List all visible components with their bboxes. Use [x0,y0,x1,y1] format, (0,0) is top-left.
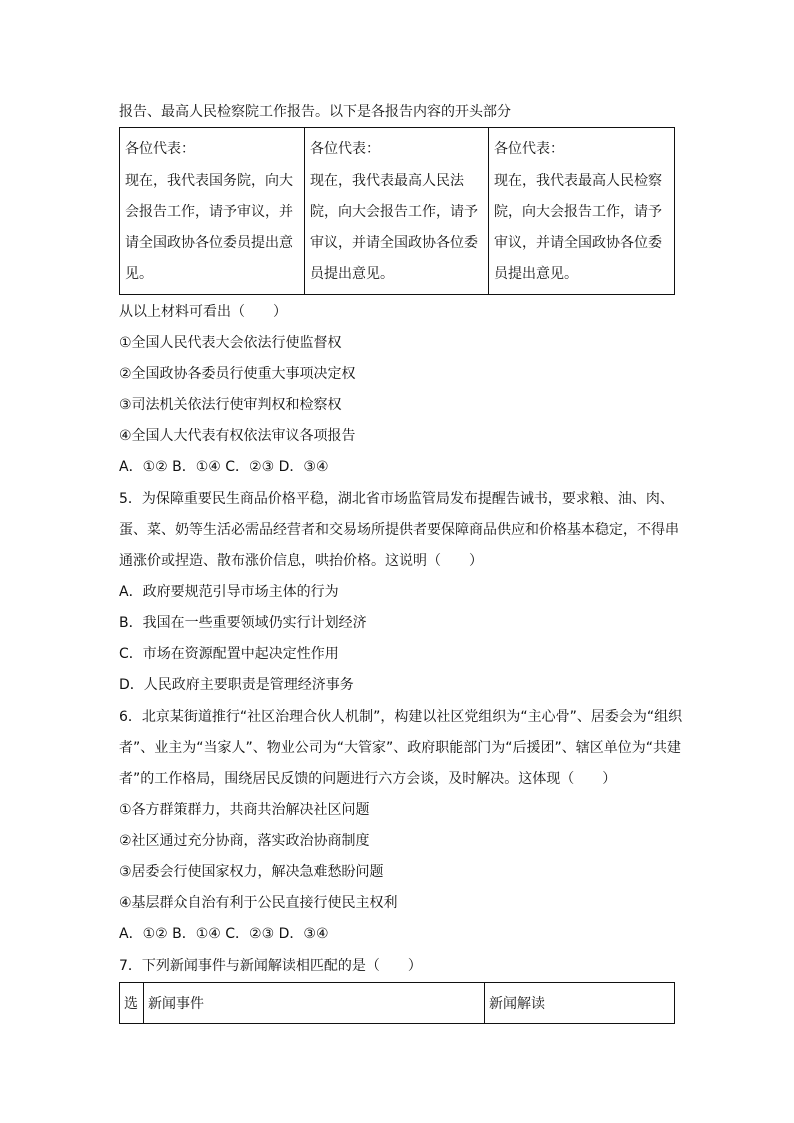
q5-option-a: A．政府要规范引导市场主体的行为 [119,584,339,600]
header-news-event: 新闻事件 [144,983,485,1024]
q4-stem: 从以上材料可看出（ ） [119,304,287,320]
q4-options: A．①② B．①④ C．②③ D．③④ [119,459,329,475]
q5-option-b: B．我国在一些重要领域仍实行计划经济 [119,615,367,631]
q5-option-d: D．人民政府主要职责是管理经济事务 [119,677,354,693]
cell-salutation: 各位代表： [494,141,564,157]
q6-item-1: ①各方群策群力，共商共治解决社区问题 [119,802,370,818]
report-cell-procuratorate [489,128,675,295]
table-row [120,128,675,295]
q4-item-2: ②全国政协各委员行使重大事项决定权 [119,366,356,382]
header-option: 选 [120,983,144,1024]
q5-stem-line-3: 通涨价或捏造、散布涨价信息，哄抬价格。这说明（ ） [119,553,483,569]
q4-item-4: ④全国人大代表有权依法审议各项报告 [119,428,356,444]
q6-options: A．①② B．①④ C．②③ D．③④ [119,926,329,942]
q6-item-2: ②社区通过充分协商，落实政治协商制度 [119,833,370,849]
cell-body: 现在，我代表国务院，向大会报告工作，请予审议，并请全国政协各位委员提出意见。 [125,173,293,282]
cell-salutation: 各位代表： [125,141,195,157]
intro-text: 报告、最高人民检察院工作报告。以下是各报告内容的开头部分 [119,104,511,120]
q7-stem: 7．下列新闻事件与新闻解读相匹配的是（ ） [119,958,422,974]
cell-body: 现在，我代表最高人民法院，向大会报告工作，请予审议，并请全国政协各位委员提出意见。 [310,173,478,282]
q6-item-3: ③居委会行使国家权力，解决急难愁盼问题 [119,864,384,880]
report-cell-state-council [120,128,305,295]
cell-salutation: 各位代表： [310,141,380,157]
q5-stem-line-1: 5．为保障重要民生商品价格平稳，湖北省市场监管局发布提醒告诫书，要求粮、油、肉、 [119,491,674,507]
report-cell-supreme-court [305,128,489,295]
cell-body: 现在，我代表最高人民检察院，向大会报告工作，请予审议，并请全国政协各位委员提出意见。 [494,173,662,282]
q5-stem-line-2: 蛋、菜、奶等生活必需品经营者和交易场所提供者要保障商品供应和价格基本稳定，不得串 [119,522,679,538]
q6-item-4: ④基层群众自治有利于公民直接行使民主权利 [119,895,398,911]
q4-item-3: ③司法机关依法行使审判权和检察权 [119,397,342,413]
report-opening-table [119,127,675,295]
q6-stem-line-3: 者”的工作格局，围绕居民反馈的问题进行六方会谈，及时解决。这体现（ ） [119,771,617,787]
header-news-interpretation: 新闻解读 [485,983,675,1024]
q5-option-c: C．市场在资源配置中起决定性作用 [119,646,339,662]
q4-item-1: ①全国人民代表大会依法行使监督权 [119,335,342,351]
q6-stem-line-2: 者”、业主为“当家人”、物业公司为“大管家”、政府职能部门为“后援团”、辖区单位为“共建 [119,740,682,756]
news-match-table [119,982,675,1024]
table-header-row [120,983,675,1024]
q6-stem-line-1: 6．北京某街道推行“社区治理合伙人机制”，构建以社区党组织为“主心骨”、居委会为“组织 [119,709,683,725]
